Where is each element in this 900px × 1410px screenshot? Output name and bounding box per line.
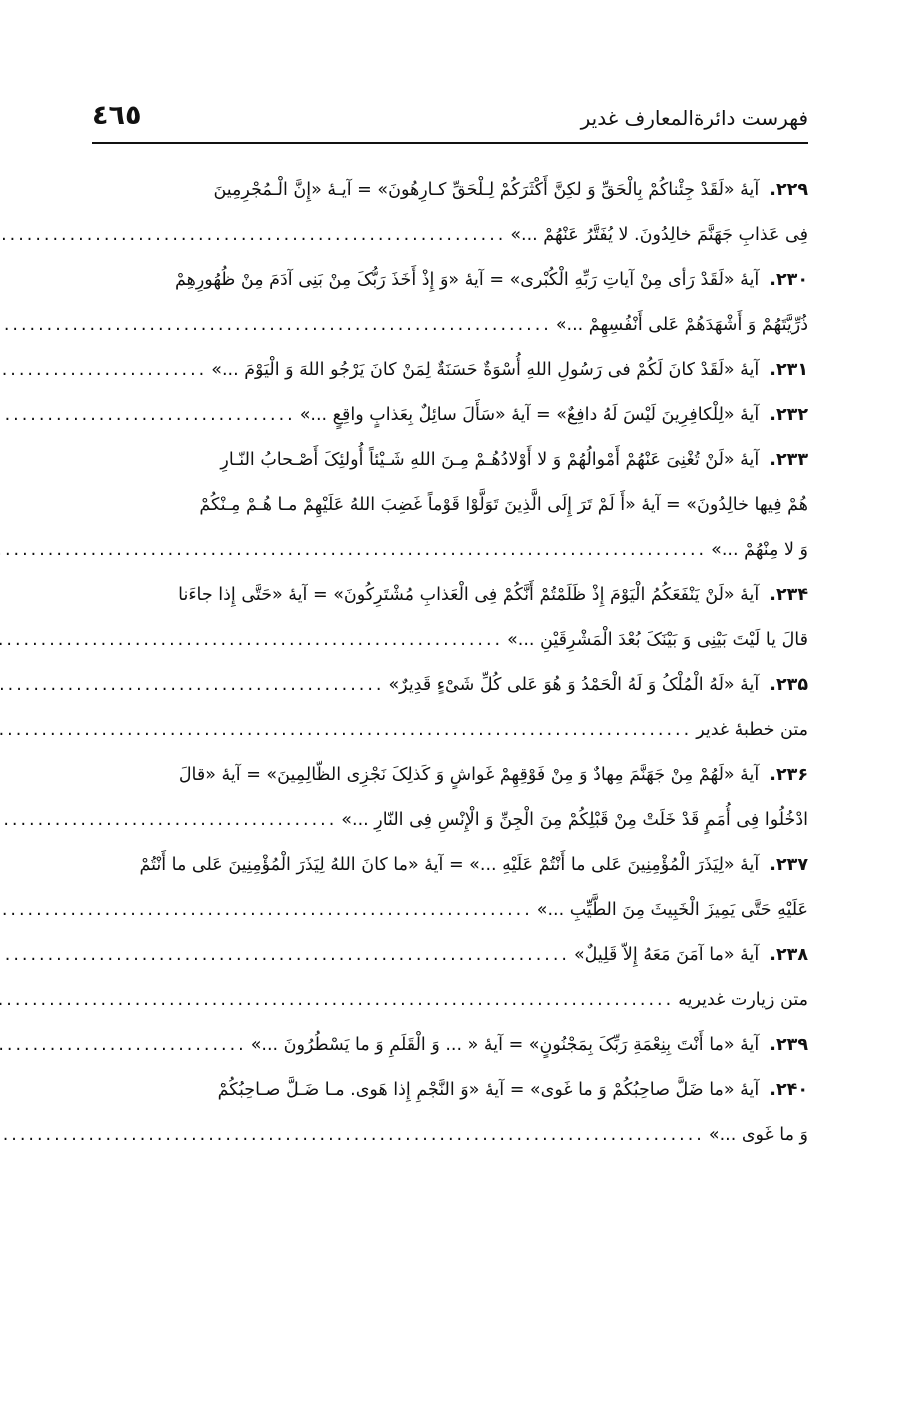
entry-line: [92, 932, 808, 977]
entry-label: آیۀ «لَنْ یَنْفَعَکُمُ الْیَوْمَ إِذْ ظَلَمْتُمْ أَنَّکُمْ فِی الْعَذابِ مُشْتَرِکُونَ» = آیۀ «حَتَّی إِذا جاءَنا: [178, 584, 760, 605]
entry-label: متن خطبۀ غدیر: [696, 719, 808, 740]
entry-line: [92, 167, 808, 212]
entry-line: [92, 617, 808, 662]
entry-text: [696, 720, 808, 740]
entry-label: وَ لا مِنْهُمْ ...»: [711, 539, 808, 560]
dot-leader: [0, 630, 503, 650]
dot-leader: [0, 990, 674, 1010]
entry-line: [92, 797, 808, 842]
entry-label: آیۀ «لَهُ الْمُلْکُ وَ لَهُ الْحَمْدُ وَ هُوَ عَلی کُلِّ شَیْءٍ قَدِیرٌ»: [388, 674, 760, 695]
entry-number: ۲۳۳.: [769, 449, 808, 470]
entry-number: ۲۳۸.: [769, 944, 808, 965]
entry-number: ۲۳۴.: [769, 584, 808, 605]
entry-label: قالَ یا لَیْتَ بَیْنِی وَ بَیْنَکَ بُعْدَ الْمَشْرِقَیْنِ ...»: [507, 629, 808, 650]
index-entry: [92, 977, 808, 1022]
entry-label: آیۀ «لَقَدْ جِئْناکُمْ بِالْحَقِّ وَ لکِنَّ أَکْثَرَکُمْ لِـلْحَقِّ کـارِهُونَ» = آیـۀ «إِنَّ الْـمُجْرِمِینَ: [213, 179, 760, 200]
entry-text: [678, 990, 808, 1010]
entry-line: [92, 842, 808, 887]
entry-line: [92, 662, 808, 707]
entry-line: [92, 212, 808, 257]
index-entry: [92, 932, 808, 977]
header-rule: [92, 142, 808, 144]
entry-text: [556, 315, 808, 335]
entry-label: آیۀ «لَقَدْ کانَ لَکُمْ فی رَسُولِ اللهِ أُسْوَةٌ حَسَنَةٌ لِمَنْ کانَ یَرْجُو اللهَ وَ الْیَوْمَ ...»: [211, 359, 760, 380]
dot-leader: [0, 315, 552, 335]
entry-text: [175, 270, 808, 290]
entry-line: [92, 1022, 808, 1067]
entry-line: [92, 1067, 808, 1112]
entry-label: فِی عَذابِ جَهَنَّمَ خالِدُونَ. لا یُفَتَّرُ عَنْهُمْ ...»: [510, 224, 808, 245]
entry-number: ۲۴۰.: [769, 1079, 808, 1100]
dot-leader: [0, 810, 337, 830]
entry-text: [218, 1080, 808, 1100]
entry-text: [537, 900, 808, 920]
entry-line: [92, 977, 808, 1022]
entry-label: آیۀ «لَهُمْ مِنْ جَهَنَّمَ مِهادٌ وَ مِنْ فَوْقِهِمْ غَواشٍ وَ کَذلِکَ نَجْزِی الظّالِمِینَ» = آیۀ «قالَ: [178, 764, 760, 785]
index-entry: [92, 572, 808, 662]
dot-leader: [0, 360, 207, 380]
entry-line: [92, 437, 808, 482]
entry-line: [92, 302, 808, 347]
dot-leader: [0, 540, 707, 560]
entry-text: [251, 1035, 808, 1055]
entry-label: ذُرِّیَّتَهُمْ وَ أَشْهَدَهُمْ عَلی أَنْفُسِهِمْ ...»: [555, 314, 808, 335]
entry-label: عَلَیْهِ حَتَّی یَمِیزَ الْخَبِیثَ مِنَ الطَّیِّبِ ...»: [536, 899, 808, 920]
entry-text: [178, 585, 808, 605]
entry-text: [179, 765, 808, 785]
index-entry: [92, 842, 808, 932]
index-entry: [92, 1067, 808, 1157]
index-entry: [92, 1022, 808, 1067]
entry-number: ۲۳۰.: [769, 269, 808, 290]
entry-text: [507, 630, 808, 650]
entry-number: ۲۳۲.: [769, 404, 808, 425]
entry-line: [92, 527, 808, 572]
index-entry: [92, 347, 808, 392]
dot-leader: [0, 900, 533, 920]
entry-line: [92, 752, 808, 797]
dot-leader: [0, 945, 570, 965]
index-entry: [92, 437, 808, 572]
dot-leader: [0, 675, 384, 695]
dot-leader: [0, 225, 506, 245]
entry-number: ۲۳۹.: [769, 1034, 808, 1055]
entry-text: [220, 450, 808, 470]
running-title: فهرست دائرةالمعارف غدیر: [580, 106, 808, 130]
entry-label: وَ ما غَوی ...»: [708, 1124, 808, 1145]
entry-line: [92, 392, 808, 437]
entry-text: [711, 540, 808, 560]
entry-label: آیۀ «لَقَدْ رَأی مِنْ آیاتِ رَبِّهِ الْکُبْری» = آیۀ «وَ إِذْ أَخَذَ رَبُّکَ مِنْ بَنِی آدَمَ مِنْ ظُهُورِهِمْ: [174, 269, 760, 290]
entry-line: [92, 707, 808, 752]
entry-text: [139, 855, 808, 875]
entry-number: ۲۳۱.: [769, 359, 808, 380]
page-header: [92, 96, 808, 136]
index-entry: [92, 707, 808, 752]
dot-leader: [0, 1125, 705, 1145]
entry-line: [92, 347, 808, 392]
index-entry: [92, 167, 808, 257]
entry-label: ادْخُلُوا فِی أُمَمٍ قَدْ خَلَتْ مِنْ قَبْلِکُمْ مِنَ الْجِنِّ وَ الْإِنْسِ فِی النّارِ ...»: [341, 809, 808, 830]
entry-text: [388, 675, 808, 695]
index-entry: [92, 257, 808, 347]
index-entry: [92, 392, 808, 437]
entry-label: هُمْ فِیها خالِدُونَ» = آیۀ «أَ لَمْ تَرَ إِلَی الَّذِینَ تَوَلَّوْا قَوْماً غَضِبَ اللهُ عَلَیْهِمْ مـا هُـمْ مِـنْکُمْ: [199, 494, 808, 515]
entry-label: آیۀ «ما أَنْتَ بِنِعْمَةِ رَبِّکَ بِمَجْنُونٍ» = آیۀ « ... وَ الْقَلَمِ وَ ما یَسْطُرُونَ ...»: [250, 1034, 760, 1055]
entry-number: ۲۲۹.: [769, 179, 808, 200]
dot-leader: [0, 405, 296, 425]
entry-label: متن زیارت غدیریه: [678, 989, 808, 1010]
entry-line: [92, 482, 808, 527]
entry-text: [199, 495, 808, 515]
entry-text: [709, 1125, 808, 1145]
entry-text: [341, 810, 808, 830]
entry-line: [92, 572, 808, 617]
entry-number: ۲۳۶.: [769, 764, 808, 785]
entry-label: آیۀ «ما ضَلَّ صاحِبُکُمْ وَ ما غَوی» = آیۀ «وَ النَّجْمِ إِذا هَوی. مـا ضَـلَّ صـاحِبُکُمْ: [217, 1079, 760, 1100]
entry-text: [510, 225, 808, 245]
entry-text: [300, 405, 808, 425]
entry-label: آیۀ «ما آمَنَ مَعَهُ إِلاّ قَلِیلٌ»: [573, 944, 760, 965]
entry-label: آیۀ «لِیَذَرَ الْمُؤْمِنِینَ عَلی ما أَنْتُمْ عَلَیْهِ ...» = آیۀ «ما کانَ اللهُ لِیَذَرَ الْمُؤْمِنِینَ عَلی ما أَنْتُمْ: [139, 854, 760, 875]
entry-label: آیۀ «لِلْکافِرِینَ لَیْسَ لَهُ دافِعٌ» = آیۀ «سَأَلَ سائِلٌ بِعَذابٍ واقِعٍ ...»: [299, 404, 760, 425]
entry-line: [92, 257, 808, 302]
entry-text: [211, 360, 808, 380]
entry-text: [213, 180, 808, 200]
index-entry: [92, 752, 808, 842]
index-entry: [92, 662, 808, 707]
dot-leader: [0, 720, 692, 740]
entry-number: ۲۳۵.: [769, 674, 808, 695]
entry-number: ۲۳۷.: [769, 854, 808, 875]
entry-text: [574, 945, 808, 965]
dot-leader: [0, 1035, 247, 1055]
entry-line: [92, 887, 808, 932]
entry-line: [92, 1112, 808, 1157]
entry-label: آیۀ «لَنْ تُغْنِیَ عَنْهُمْ أَمْوالُهُمْ وَ لا أَوْلادُهُـمْ مِـنَ اللهِ شَـیْئاً أُولئِکَ أَصْـحابُ النّـارِ: [220, 449, 760, 470]
page-number: ٤٦٥: [92, 100, 142, 131]
index-entries: [92, 167, 808, 1157]
